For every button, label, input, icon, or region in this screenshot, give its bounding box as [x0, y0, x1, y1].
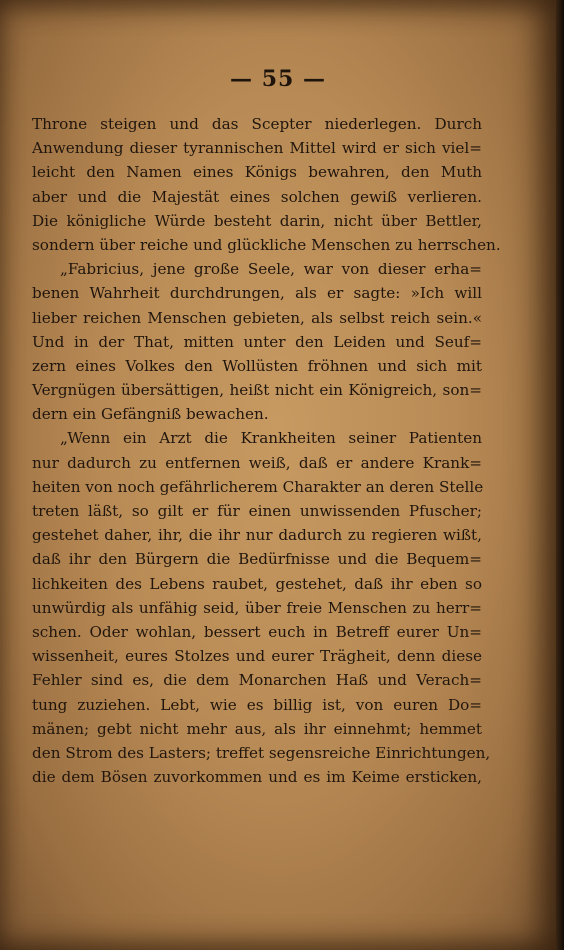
page-number: — 55 —	[230, 66, 326, 92]
text-line: Und in der That, mitten unter den Leiden und Seuf=	[32, 332, 482, 351]
text-line: „Fabricius, jene große Seele, war von dieser erha=	[60, 260, 482, 279]
text-line: wissenheit, eures Stolzes und eurer Trägheit, denn diese	[32, 647, 482, 666]
text-line: Throne steigen und das Scepter niederlegen. Durch	[32, 115, 482, 133]
text-line: leicht den Namen eines Königs bewahren, den Muth	[32, 163, 482, 182]
text-line: Fehler sind es, die dem Monarchen Haß und Verach=	[32, 671, 482, 690]
text-line: daß ihr den Bürgern die Bedürfnisse und die Bequem=	[32, 550, 482, 569]
text-line: sondern über reiche und glückliche Menschen zu herrschen.	[32, 235, 501, 254]
text-line: Die königliche Würde besteht darin, nicht über Bettler,	[32, 211, 482, 230]
text-line: mänen; gebt nicht mehr aus, als ihr einnehmt; hemmet	[32, 719, 482, 738]
text-line: schen. Oder wohlan, bessert euch in Betreff eurer Un=	[32, 622, 482, 641]
text-line: lichkeiten des Lebens raubet, gestehet, daß ihr eben so	[32, 574, 482, 593]
text-line: dern ein Gefängniß bewachen.	[32, 405, 269, 424]
text-line: tung zuziehen. Lebt, wie es billig ist, von euren Do=	[32, 695, 482, 714]
text-line: heiten von noch gefährlicherem Charakter an deren Stelle	[32, 477, 484, 496]
text-line: treten läßt, so gilt er für einen unwissenden Pfuscher;	[32, 502, 482, 520]
text-line: Anwendung dieser tyrannischen Mittel wird er sich viel=	[32, 139, 482, 158]
text-line: unwürdig als unfähig seid, über freie Menschen zu herr=	[32, 598, 482, 617]
text-line: lieber reichen Menschen gebieten, als selbst reich sein.«	[32, 308, 482, 327]
body-text	[32, 112, 501, 789]
text-line: gestehet daher, ihr, die ihr nur dadurch zu regieren wißt,	[32, 526, 482, 545]
text-line: aber und die Majestät eines solchen gewiß verlieren.	[32, 187, 482, 206]
text-line: die dem Bösen zuvorkommen und es im Keime ersticken,	[32, 768, 482, 787]
page-edge-shadow	[556, 0, 564, 950]
text-line: „Wenn ein Arzt die Krankheiten seiner Patienten	[60, 429, 482, 448]
text-line: den Strom des Lasters; treffet segensreiche Einrichtungen,	[32, 743, 491, 762]
text-line: nur dadurch zu entfernen weiß, daß er andere Krank=	[32, 453, 482, 472]
text-line: Vergnügen übersättigen, heißt nicht ein Königreich, son=	[32, 381, 482, 400]
text-line: zern eines Volkes den Wollüsten fröhnen und sich mit	[32, 356, 482, 375]
text-line: benen Wahrheit durchdrungen, als er sagte: »Ich will	[32, 284, 482, 303]
